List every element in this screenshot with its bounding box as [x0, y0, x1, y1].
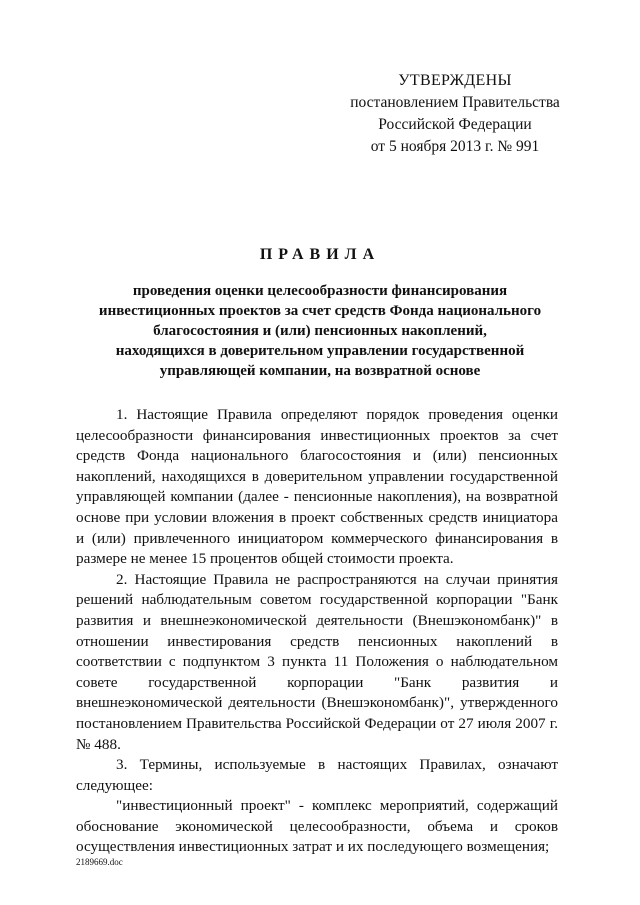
document-body: [76, 405, 558, 858]
approval-line: от 5 ноября 2013 г. № 991: [370, 138, 540, 155]
file-name-footer: 2189669.doc: [76, 857, 123, 867]
subtitle-line: управляющей компании, на возвратной основе: [159, 363, 481, 379]
subtitle-line: инвестиционных проектов за счет средств Фонда национального: [98, 303, 542, 319]
document-subtitle: [60, 281, 580, 381]
paragraph-1: 1. Настоящие Правила определяют порядок проведения оценки целесообразности финансирования инвестиционных проектов за счет средств Фонда национального благосостояния и (или) пенсионных накоплений, находящихся в доверительном управлении государственной управляющей компании (далее - пенсионные накопления), на возвратной основе при условии вложения в проект собственных средств инициатора и (или) привлеченного инициатором коммерческого финансирования в размере не менее 15 процентов общей стоимости проекта.: [76, 406, 558, 568]
approval-line: постановлением Правительства: [350, 94, 560, 111]
paragraph-definition: "инвестиционный проект" - комплекс мероприятий, содержащий обоснование экономической целесообразности, объема и сроков осуществления инвестиционных затрат и их последующего возмещения;: [76, 797, 558, 856]
subtitle-line: проведения оценки целесообразности финансирования: [132, 283, 508, 299]
approval-line: Российской Федерации: [378, 116, 532, 133]
approval-stamp: УТВЕРЖДЕНЫ: [398, 72, 512, 89]
subtitle-line: находящихся в доверительном управлении государственной: [115, 343, 525, 359]
paragraph-2: 2. Настоящие Правила не распространяются на случаи принятия решений наблюдательным советом государственной корпорации "Банк развития и внешнеэкономической деятельности (Внешэкономбанк)" в отношении инвестирования средств пенсионных накоплений в соответствии с подпунктом 3 пункта 11 Положения о наблюдательном совете государственной корпорации "Банк развития и внешнеэкономической деятельности (Внешэкономбанк)", утвержденного постановлением Правительства Российской Федерации от 27 июля 2007 г. № 488.: [76, 570, 558, 753]
approval-block: [330, 70, 580, 158]
document-title: ПРАВИЛА: [259, 246, 381, 263]
subtitle-line: благосостояния и (или) пенсионных накоплений,: [153, 323, 487, 339]
paragraph-3: 3. Термины, используемые в настоящих Правилах, означают следующее:: [76, 756, 558, 794]
